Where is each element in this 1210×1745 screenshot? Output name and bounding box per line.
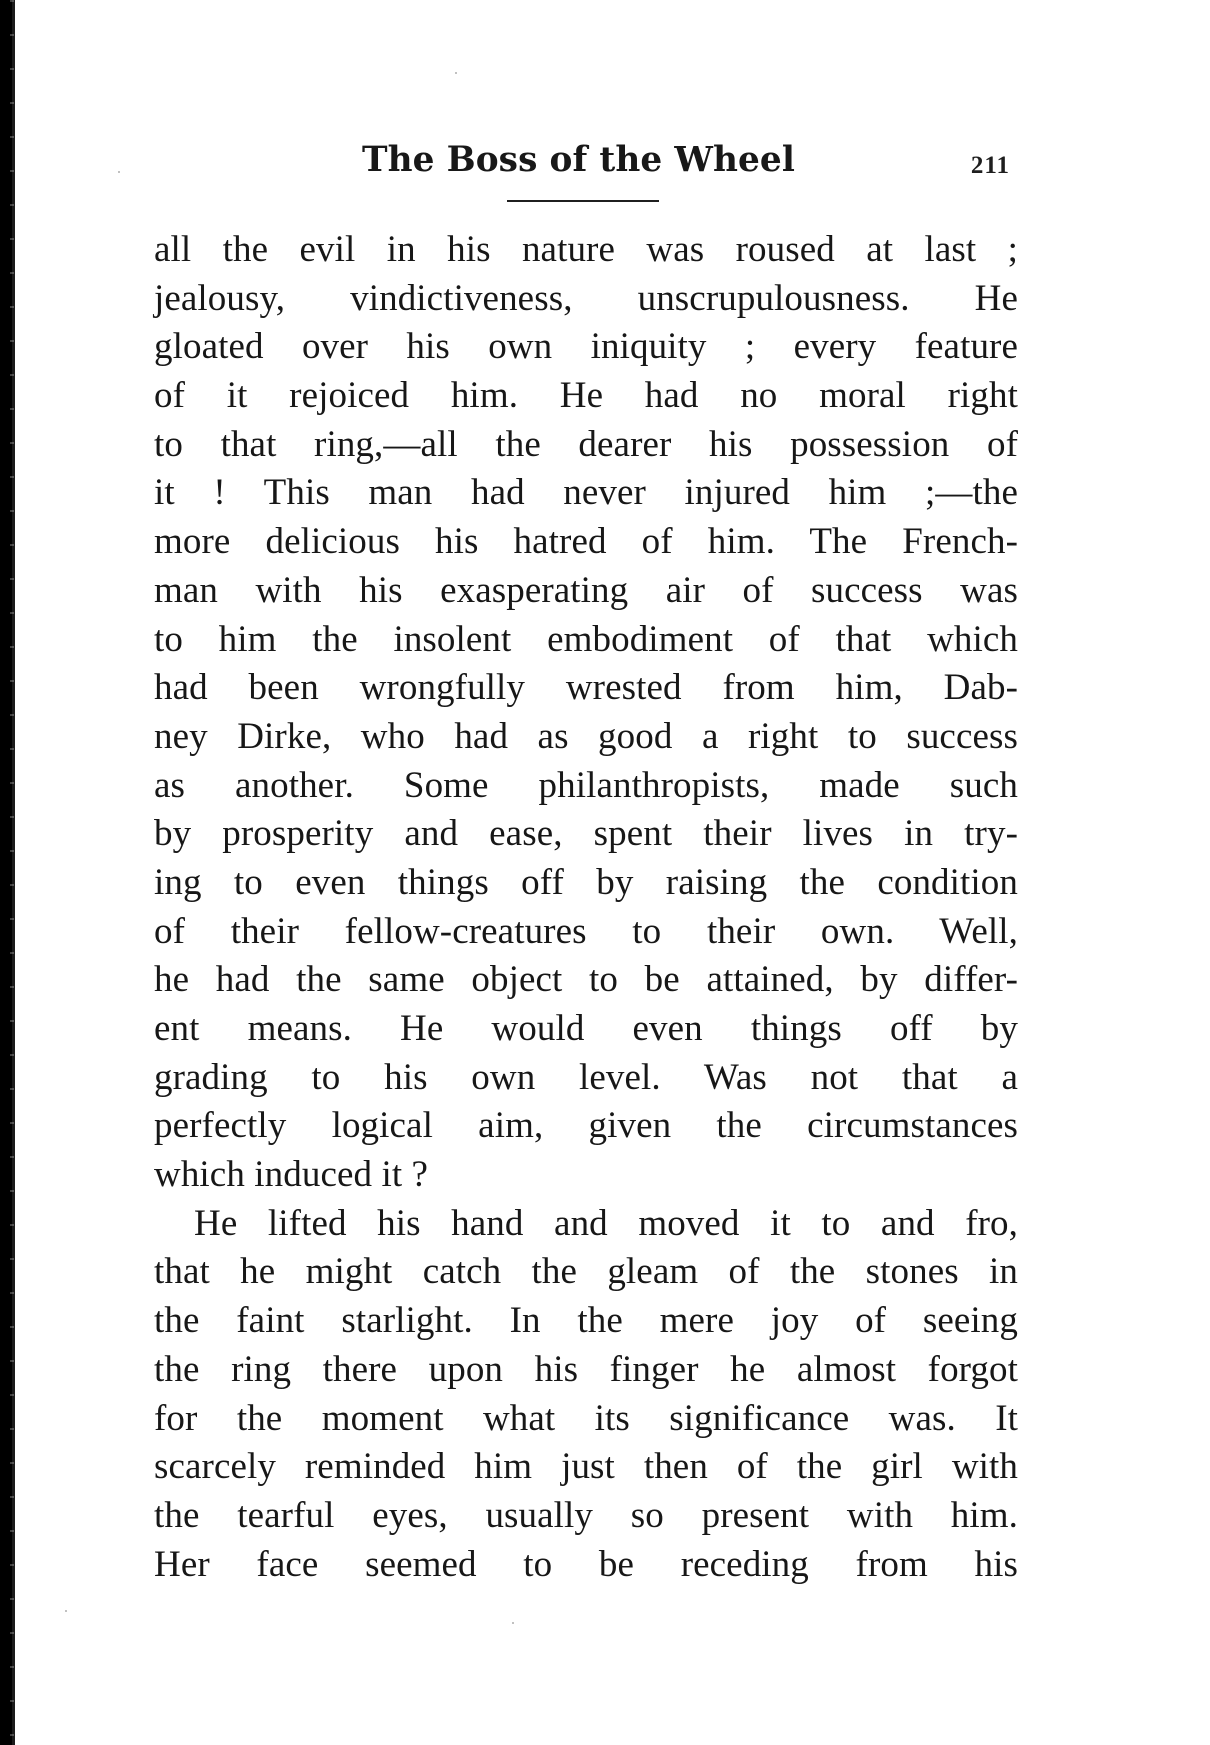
text-line: grading to his own level. Was not that a bbox=[154, 1056, 1018, 1098]
text-line: had been wrongfully wrested from him, Dab- bbox=[154, 667, 1018, 709]
text-line: of it rejoiced him. He had no moral right bbox=[154, 375, 1018, 417]
paragraph bbox=[154, 1200, 1018, 1590]
paper-speck bbox=[455, 72, 457, 74]
paragraph bbox=[154, 226, 1018, 1200]
page-number: 211 bbox=[970, 152, 1010, 179]
text-line: it ! This man had never injured him ;—the bbox=[154, 472, 1018, 514]
text-line: He lifted his hand and moved it to and fro, bbox=[194, 1202, 1018, 1244]
text-line: as another. Some philanthropists, made such bbox=[154, 764, 1018, 806]
text-line: man with his exasperating air of success was bbox=[154, 569, 1018, 611]
text-line: that he might catch the gleam of the stones in bbox=[154, 1251, 1018, 1293]
page-body-text bbox=[154, 226, 1018, 1589]
text-line: ent means. He would even things off by bbox=[154, 1008, 1018, 1049]
text-line: to him the insolent embodiment of that which bbox=[154, 618, 1018, 660]
text-line: scarcely reminded him just then of the girl with bbox=[154, 1446, 1018, 1488]
page-binding-edge bbox=[0, 0, 18, 1745]
text-line: perfectly logical aim, given the circumstances bbox=[154, 1105, 1018, 1147]
text-line: the tearful eyes, usually so present with him. bbox=[154, 1494, 1018, 1536]
text-line: for the moment what its significance was. It bbox=[154, 1397, 1018, 1439]
running-title: The Boss of the Wheel bbox=[362, 139, 795, 180]
text-line: ing to even things off by raising the condition bbox=[154, 861, 1018, 903]
text-line: ney Dirke, who had as good a right to success bbox=[154, 715, 1018, 757]
text-line: the faint starlight. In the mere joy of seeing bbox=[154, 1300, 1018, 1342]
text-line: more delicious his hatred of him. The French- bbox=[154, 521, 1018, 563]
text-line: gloated over his own iniquity ; every feature bbox=[154, 326, 1018, 368]
header-rule bbox=[507, 200, 659, 202]
text-line: jealousy, vindictiveness, unscrupulousness. He bbox=[154, 277, 1018, 319]
text-line: which induced it ? bbox=[154, 1154, 429, 1196]
text-line: by prosperity and ease, spent their lives in try- bbox=[154, 813, 1018, 855]
running-head bbox=[152, 139, 1020, 190]
paper-speck bbox=[118, 171, 120, 173]
text-line: Her face seemed to be receding from his bbox=[154, 1543, 1018, 1585]
text-line: all the evil in his nature was roused at last ; bbox=[154, 229, 1018, 270]
paper-speck bbox=[512, 1622, 514, 1624]
paper-speck bbox=[65, 1610, 67, 1612]
text-line: he had the same object to be attained, by differ- bbox=[154, 959, 1018, 1001]
text-line: the ring there upon his finger he almost forgot bbox=[154, 1348, 1018, 1390]
text-line: of their fellow-creatures to their own. Well, bbox=[154, 910, 1018, 952]
text-line: to that ring,—all the dearer his possession of bbox=[154, 423, 1018, 465]
